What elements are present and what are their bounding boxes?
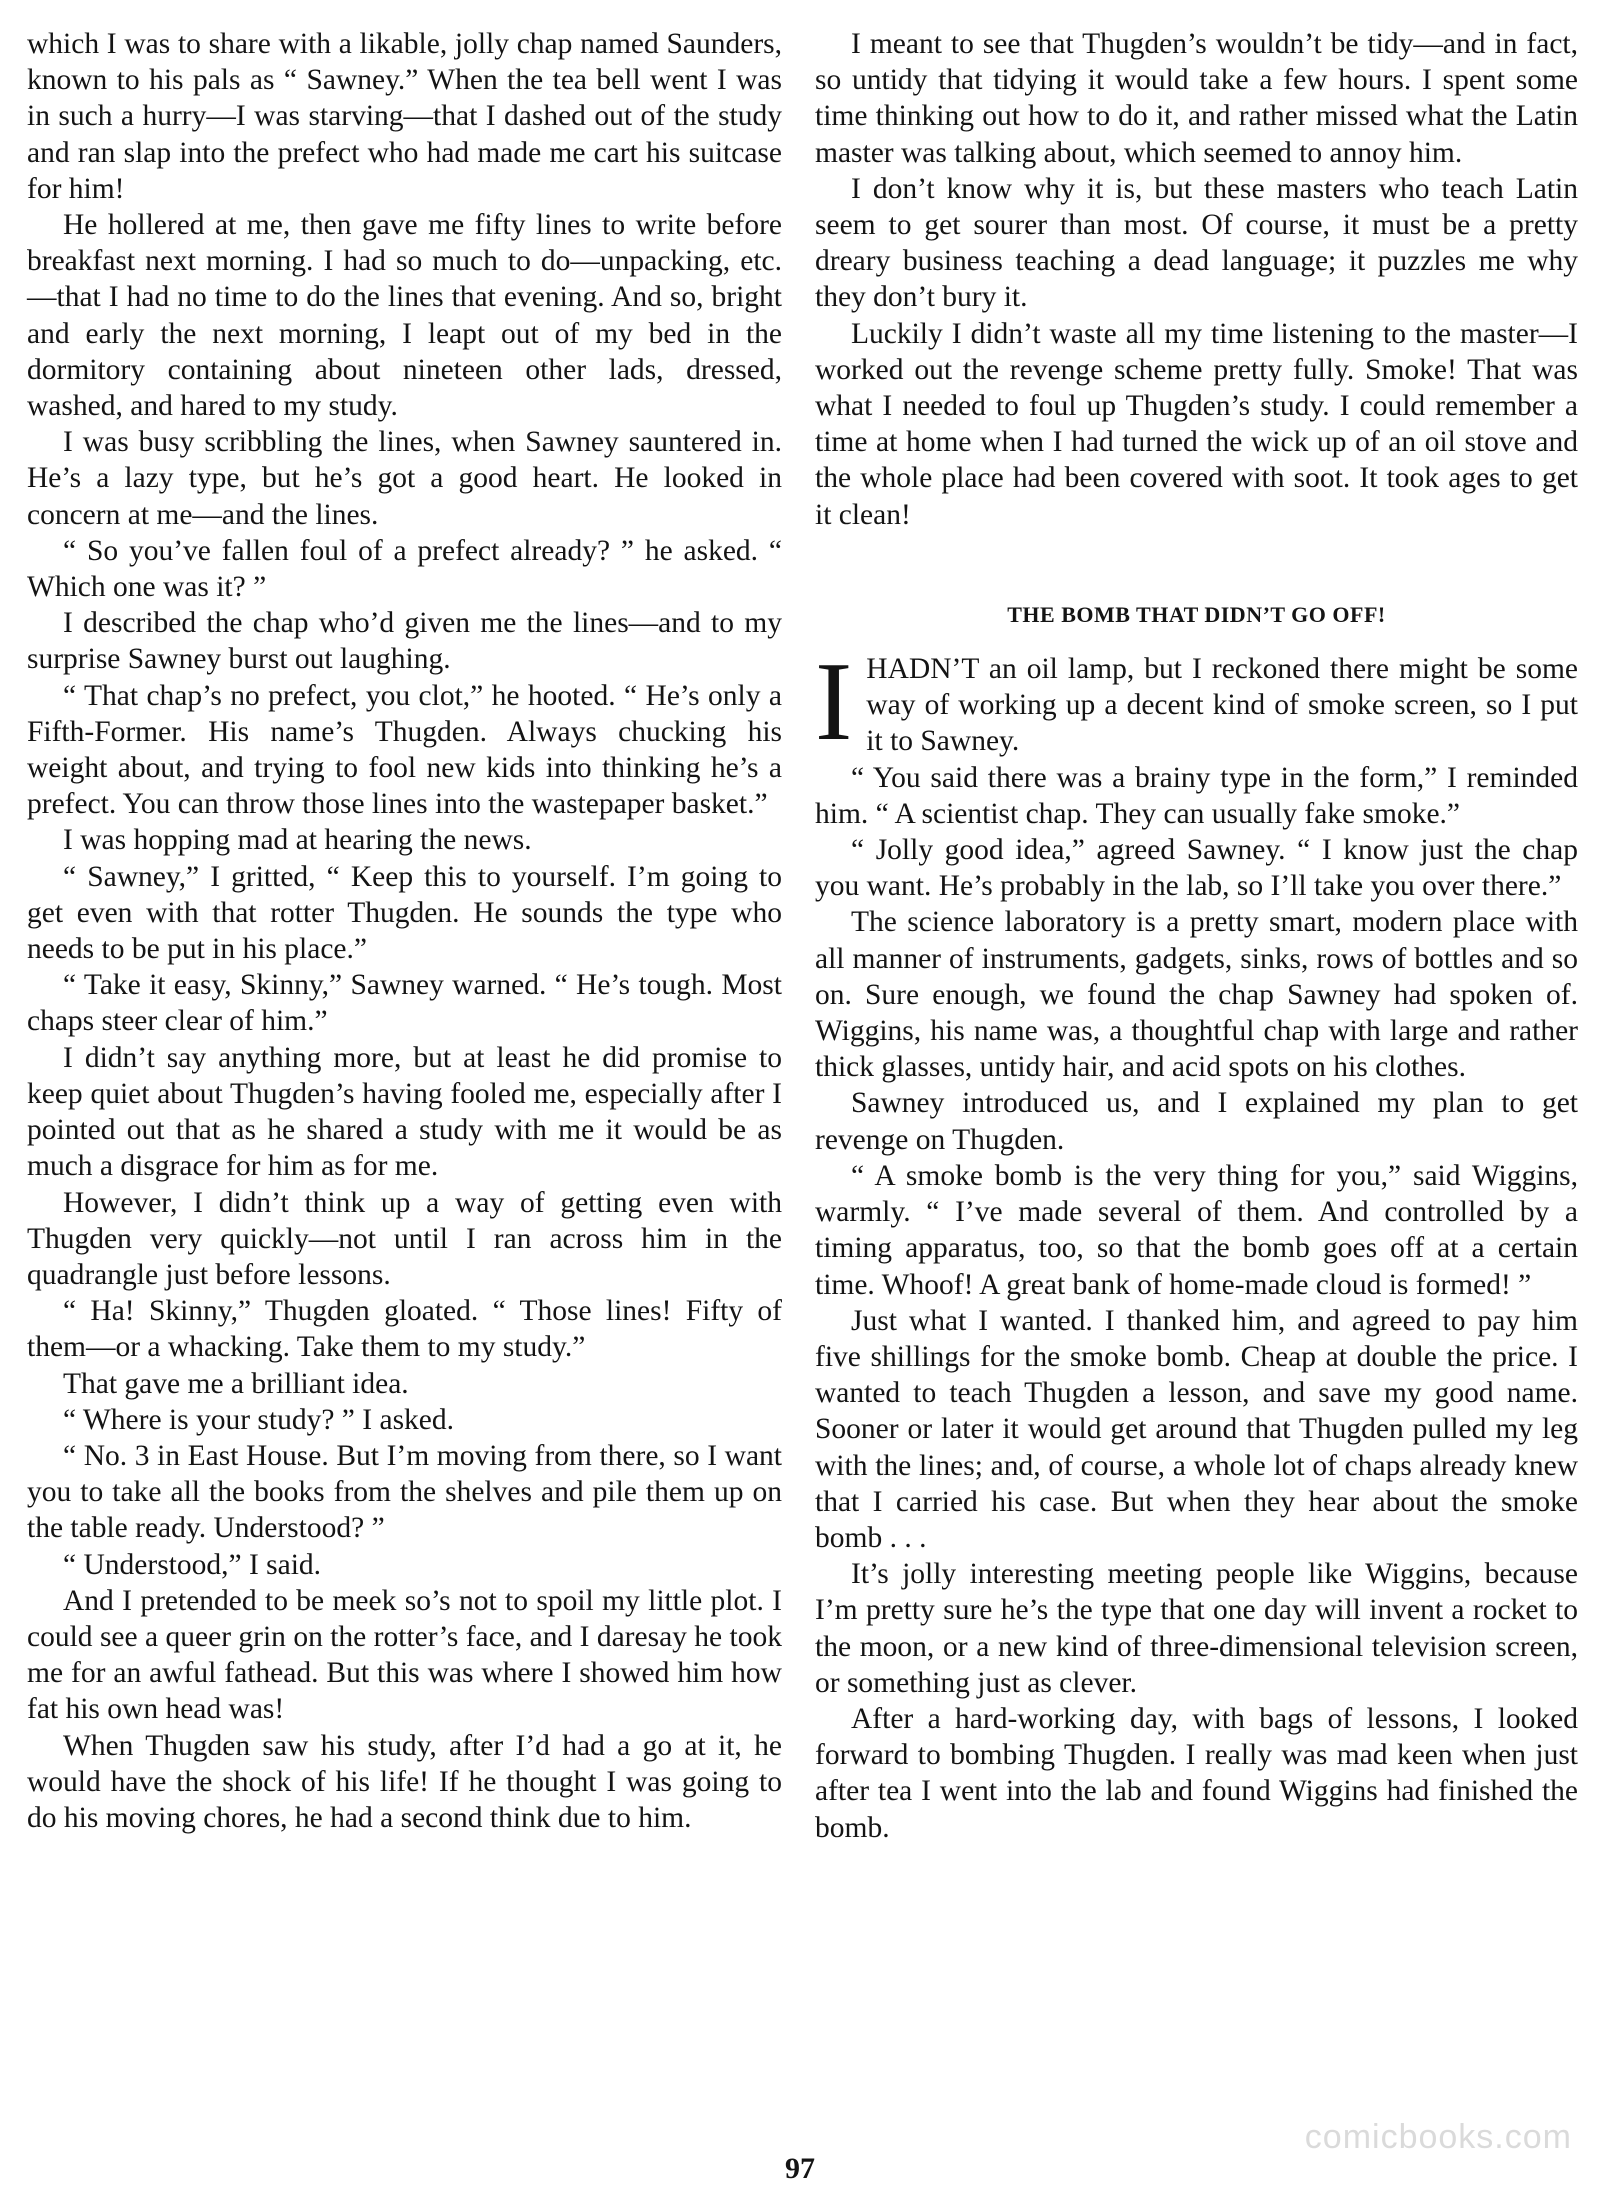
paragraph: Just what I wanted. I thanked him, and agreed to pay him five shillings for the smoke bomb. Cheap at double the price. I wanted to teach Thugden a lesson, and save my good name. Sooner or later it would get around that Thugden pulled my leg with the lines; and, of course, a whole lot of chaps already knew that I carried his case. But when they hear about the smoke bomb . . . [815, 1304, 1578, 1554]
paragraph: However, I didn’t think up a way of getting even with Thugden very quickly—not until I ran across him in the quadrangle just before lessons. [27, 1186, 782, 1291]
paragraph: which I was to share with a likable, jolly chap named Saunders, known to his pals as “ Sawney.” When the tea bell went I was in such a hurry—I was starving—that I dashed out of the study and ran slap into the prefect who had made me cart his suitcase for him! [27, 28, 782, 205]
paragraph: After a hard-working day, with bags of lessons, I looked forward to bombing Thugden. I really was mad keen when just after tea I went into the lab and found Wiggins had finished the bomb. [815, 1702, 1578, 1844]
watermark: comicbooks.com [1304, 2118, 1572, 2156]
paragraph: “ A smoke bomb is the very thing for you,” said Wiggins, warmly. “ I’ve made several of them. And controlled by a timing apparatus, too, so that the bomb goes off at a certain time. Whoof! A great bank of home-made cloud is formed! ” [815, 1159, 1578, 1301]
paragraph: “ You said there was a brainy type in the form,” I reminded him. “ A scientist chap. They can usually fake smoke.” [815, 761, 1578, 830]
right-column [815, 26, 1578, 1846]
paragraph: “ That chap’s no prefect, you clot,” he hooted. “ He’s only a Fifth-Former. His name’s Thugden. Always chucking his weight about, and trying to fool new kids into thinking he’s a prefect. You can throw those lines into the wastepaper basket.” [27, 679, 782, 821]
paragraph: “ Where is your study? ” I asked. [63, 1403, 455, 1436]
dropcap-paragraph [815, 640, 1578, 765]
paragraph: I was busy scribbling the lines, when Sawney sauntered in. He’s a lazy type, but he’s got a good heart. He looked in concern at me—and the lines. [27, 426, 782, 531]
paragraph: I don’t know why it is, but these masters who teach Latin seem to get sourer than most. Of course, it must be a pretty dreary business teaching a dead language; it puzzles me why they don’t bury it. [815, 172, 1578, 314]
paragraph: Sawney introduced us, and I explained my plan to get revenge on Thugden. [815, 1087, 1578, 1156]
paragraph: I described the chap who’d given me the lines—and to my surprise Sawney burst out laughing. [27, 607, 782, 676]
paragraph: I was hopping mad at hearing the news. [63, 824, 532, 857]
paragraph: He hollered at me, then gave me fifty lines to write before breakfast next morning. I had so much to do—unpacking, etc.—that I had no time to do the lines that evening. And so, bright and early the next morning, I leapt out of my bed in the dormitory containing about nineteen other lads, dressed, washed, and hared to my study. [27, 209, 782, 423]
paragraph: “ Sawney,” I gritted, “ Keep this to yourself. I’m going to get even with that rotter Thugden. He sounds the type who needs to be put in his place.” [27, 860, 782, 966]
paragraph: Luckily I didn’t waste all my time listening to the master—I worked out the revenge scheme pretty fully. Smoke! That was what I needed to foul up Thugden’s study. I could remember a time at home when I had turned the wick up of an oil stove and the whole place had been covered with soot. It took ages to get it clean! [815, 317, 1578, 531]
left-column [27, 26, 782, 1836]
paragraph: “ Jolly good idea,” agreed Sawney. “ I know just the chap you want. He’s probably in the lab, so I’ll take you over there.” [815, 834, 1578, 903]
paragraph: “ Ha! Skinny,” Thugden gloated. “ Those lines! Fifty of them—or a whacking. Take them to my study.” [27, 1295, 782, 1364]
paragraph: “ No. 3 in East House. But I’m moving from there, so I want you to take all the books from the shelves and pile them up on the table ready. Understood? ” [27, 1439, 782, 1545]
paragraph: I meant to see that Thugden’s wouldn’t be tidy—and in fact, so untidy that tidying it would take a few hours. I spent some time thinking out how to do it, and rather missed what the Latin master was talking about, which seemed to annoy him. [815, 28, 1578, 169]
paragraph: The science laboratory is a pretty smart, modern place with all manner of instruments, gadgets, sinks, rows of bottles and so on. Sure enough, we found the chap Sawney had spoken of. Wiggins, his name was, a thoughtful chap with large and rather thick glasses, untidy hair, and acid spots on his clothes. [815, 906, 1578, 1084]
drop-cap: I [815, 640, 853, 765]
paragraph: “ Take it easy, Skinny,” Sawney warned. “ He’s tough. Most chaps steer clear of him.” [27, 969, 782, 1038]
paragraph: It’s jolly interesting meeting people like Wiggins, because I’m pretty sure he’s the type that one day will invent a rocket to the moon, or a new kind of three-dimensional television screen, or something just as clever. [815, 1558, 1578, 1699]
dropcap-paragraph-text: HADN’T an oil lamp, but I reckoned there might be some way of working up a decent kind of smoke screen, so I put it to Sawney. [866, 653, 1578, 758]
paragraph: “ So you’ve fallen foul of a prefect already? ” he asked. “ Which one was it? ” [27, 534, 782, 604]
paragraph: That gave me a brilliant idea. [63, 1367, 409, 1400]
paragraph: I didn’t say anything more, but at least he did promise to keep quiet about Thugden’s having fooled me, especially after I pointed out that as he shared a study with me it would be as much a disgrace for him as for me. [27, 1041, 782, 1183]
paragraph: When Thugden saw his study, after I’d had a go at it, he would have the shock of his life! If he thought I was going to do his moving chores, he had a second think due to him. [27, 1729, 782, 1834]
section-heading: THE BOMB THAT DIDN’T GO OFF! [1007, 601, 1386, 627]
paragraph: “ Understood,” I said. [63, 1548, 322, 1581]
page-number: 97 [785, 2152, 815, 2185]
paragraph: And I pretended to be meek so’s not to spoil my little plot. I could see a queer grin on the rotter’s face, and I daresay he took me for an awful fathead. But this was where I showed him how fat his own head was! [27, 1584, 782, 1726]
